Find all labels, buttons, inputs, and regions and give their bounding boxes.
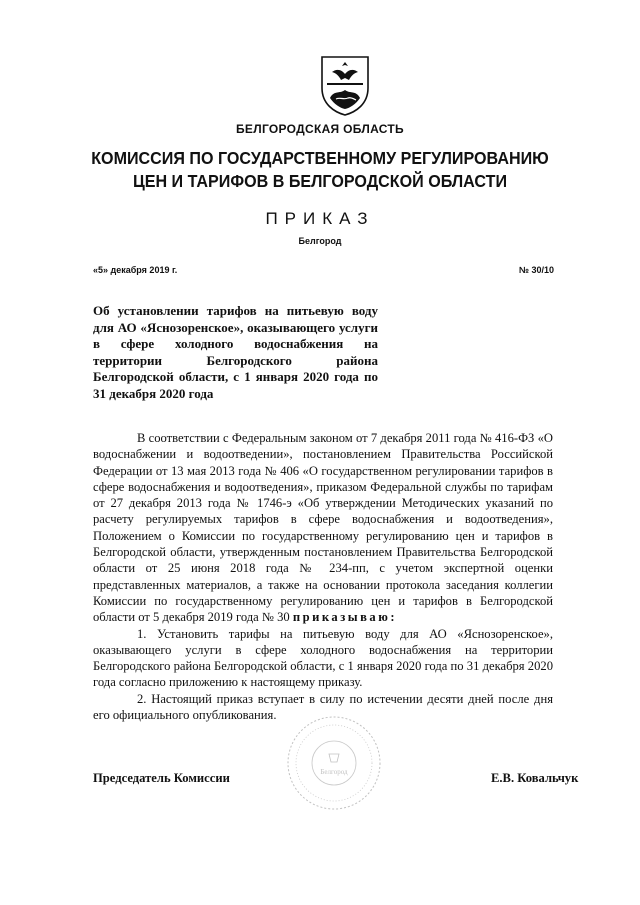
item-1-paragraph: 1. Установить тарифы на питьевую воду для АО «Яснозоренское», оказывающего услуги в сфере холодного водоснабжения на территории Белгородского района Белгородской области, с 1 января 2020 года по 31 декабря 2020 года согласно приложению к настоящему приказу. <box>93 626 553 690</box>
document-type: ПРИКАЗ <box>265 209 375 228</box>
item-2-paragraph: 2. Настоящий приказ вступает в силу по истечении десяти дней после дня его официального опубликования. <box>93 691 553 723</box>
preamble-paragraph <box>93 430 553 626</box>
document-body <box>93 430 553 723</box>
seal-city-text: Белгород <box>320 768 348 776</box>
official-seal-icon <box>285 714 383 812</box>
signature-name: Е.В. Ковальчук <box>491 771 579 785</box>
city-name: Белгород <box>298 236 342 246</box>
signature-position: Председатель Комиссии <box>93 771 230 785</box>
belgorod-coat-of-arms-icon <box>318 54 372 116</box>
document-title: Об установлении тарифов на питьевую воду для АО «Яснозоренское», оказывающего услуги в сфере холодного водоснабжения на территории Белгородского района Белгородской области, с 1 января 2020 года по 31 декабря 2020 года <box>93 303 378 401</box>
document-date: «5» декабря 2019 г. <box>93 265 178 275</box>
commission-name <box>26 147 615 193</box>
preamble-text: В соответствии с Федеральным законом от 7 декабря 2011 года № 416-ФЗ «О водоснабжении и водоотведении», постановлением Правительства Российской Федерации от 13 мая 2013 года № 406 «О государственном регулировании тарифов в сфере водоснабжения и водоотведения», приказом Федеральной службы по тарифам от 27 декабря 2013 года № 1746-э «Об утверждении Методических указаний по расчету регулируемых тарифов в сфере водоснабжения и водоотведения», Положением о Комиссии по государственному регулированию цен и тарифов в Белгородской области, утвержденным постановлением Правительства Белгородской области от 25 июня 2018 года № 234-пп, с учетом экспертной оценки представленных материалов, а также на основании протокола заседания коллегии Комиссии по государственному регулированию цен и тарифов в Белгородской области от 5 декабря 2019 года № 30 <box>93 431 553 625</box>
region-name: БЕЛГОРОДСКАЯ ОБЛАСТЬ <box>236 122 404 136</box>
commission-line-2: ЦЕН И ТАРИФОВ В БЕЛГОРОДСКОЙ ОБЛАСТИ <box>132 171 508 191</box>
commission-line-1: КОМИССИЯ ПО ГОСУДАРСТВЕННОМУ РЕГУЛИРОВАНИЮ <box>91 148 549 168</box>
order-word: приказываю: <box>292 610 398 625</box>
document-number: № 30/10 <box>518 265 554 275</box>
